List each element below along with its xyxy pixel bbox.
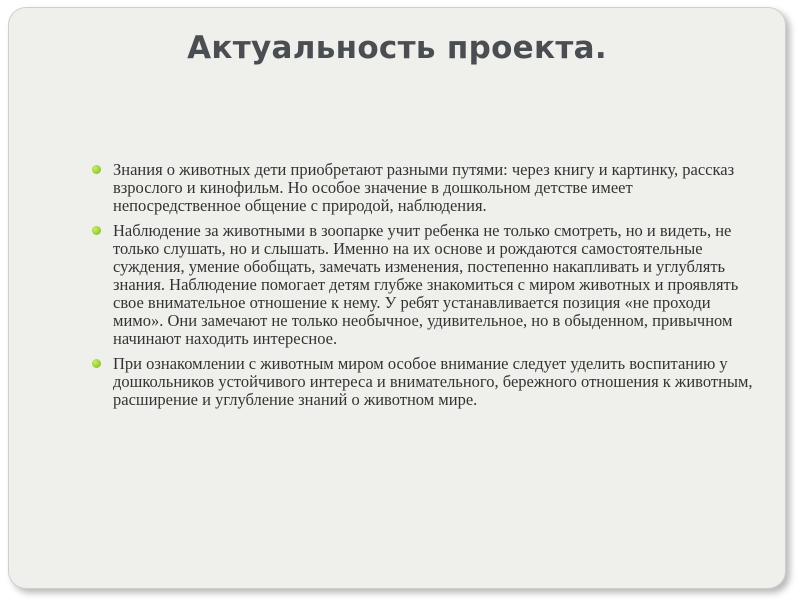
bullet-item <box>91 222 761 348</box>
slide-card <box>8 7 786 589</box>
slide-title: Актуальность проекта. <box>187 30 607 66</box>
bullet-dot-icon <box>92 226 101 235</box>
bullet-text: Знания о животных дети приобретают разными путями: через книгу и картинку, рассказ взрослого и кинофильм. Но особое значение в дошкольном детстве имеет непосредственное общение с природой, наблюдения. <box>113 160 735 215</box>
bullet-text: Наблюдение за животными в зоопарке учит ребенка не только смотреть, но и видеть, не только слушать, но и слышать. Именно на их основе и рождаются самостоятельные суждения, умение обобщать, замечать изменения, постепенно накапливать и углублять знания. Наблюдение помогает детям глубже знакомиться с миром животных и проявлять свое внимательное отношение к нему. У ребят устанавливается позиция «не проходи мимо». Они замечают не только необычное, удивительное, но в обыденном, привычном начинают находить интересное. <box>113 221 739 348</box>
bullet-list <box>91 161 761 416</box>
bullet-dot-icon <box>92 165 101 174</box>
bullet-item <box>91 355 761 409</box>
bullet-text: При ознакомлении с животным миром особое внимание следует уделить воспитанию у дошкольников устойчивого интереса и внимательного, бережного отношения к животным, расширение и углубление знаний о животном мире. <box>113 354 753 409</box>
bullet-dot-icon <box>92 359 101 368</box>
bullet-item <box>91 161 761 215</box>
